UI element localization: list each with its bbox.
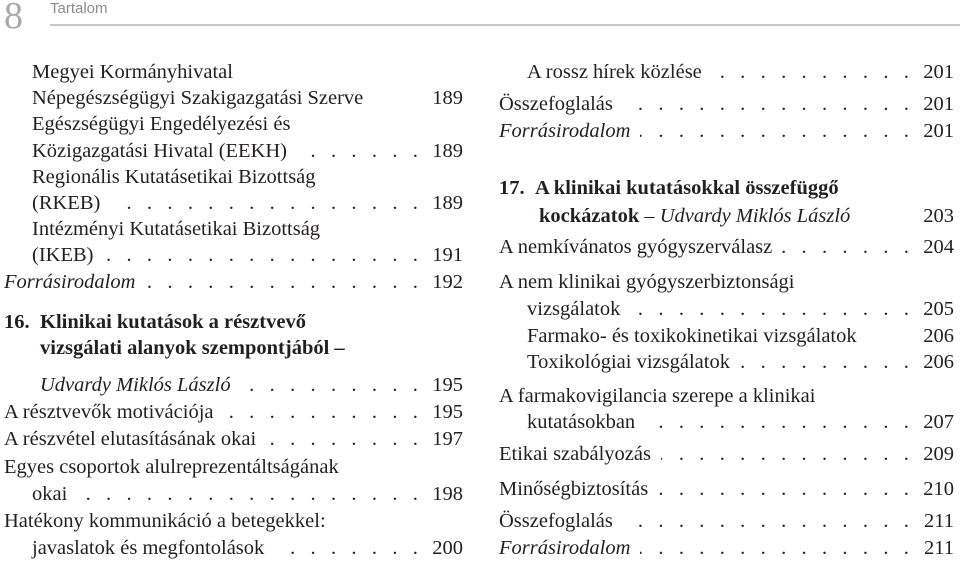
toc-line — [4, 455, 463, 479]
page-ref: 206 — [923, 325, 954, 347]
toc-entry[interactable] — [527, 60, 954, 84]
entry-text: Etikai szabályozás — [499, 443, 651, 465]
page-ref: 195 — [432, 401, 463, 423]
toc-entry[interactable] — [40, 373, 463, 397]
dot-leader — [145, 270, 423, 294]
dot-leader — [274, 536, 423, 560]
page-ref: 201 — [923, 120, 954, 142]
entry-text: vizsgálatok — [527, 298, 621, 320]
page-ref: 189 — [432, 87, 463, 109]
page-ref: 203 — [923, 205, 954, 227]
page-ref: 189 — [432, 192, 463, 214]
entry-text: A nem klinikai gyógyszerbiztonsági — [499, 271, 795, 293]
dot-leader — [224, 400, 424, 424]
entry-text: Forrásirodalom — [4, 271, 136, 293]
toc-line — [32, 60, 463, 84]
page-ref: 191 — [432, 244, 463, 266]
toc-entry[interactable] — [32, 139, 463, 163]
entry-text: Összefoglalás — [499, 93, 613, 115]
dot-leader — [241, 373, 423, 397]
dot-leader — [712, 60, 914, 84]
entry-text: A nemkívánatos gyógyszerválasz — [499, 236, 773, 258]
toc-entry[interactable] — [499, 509, 954, 533]
toc-entry[interactable] — [499, 477, 954, 501]
page-ref: 200 — [432, 537, 463, 559]
entry-text: Regionális Kutatásetikai Bizottság — [32, 166, 316, 188]
toc-entry[interactable] — [527, 324, 954, 348]
toc-entry[interactable] — [4, 270, 463, 294]
page-ref: 211 — [924, 510, 954, 532]
entry-text: Udvardy Miklós László — [659, 205, 851, 227]
toc-entry[interactable] — [32, 191, 463, 215]
toc-entry[interactable] — [4, 427, 463, 451]
dot-leader — [266, 427, 423, 451]
page-ref: 195 — [432, 374, 463, 396]
running-header: Tartalom — [50, 0, 108, 17]
entry-text: Toxikológiai vizsgálatok — [527, 351, 730, 373]
dot-leader — [103, 243, 423, 267]
dot-leader — [110, 191, 423, 215]
toc-line — [499, 270, 954, 294]
page-ref: 197 — [432, 428, 463, 450]
toc-entry[interactable] — [527, 410, 954, 434]
entry-text: Hatékony kommunikáció a betegekkel: — [4, 510, 326, 532]
chapter-title[interactable] — [4, 310, 463, 334]
entry-text: javaslatok és megfontolások — [32, 537, 265, 559]
page-ref: 189 — [432, 140, 463, 162]
entry-text: (RKEB) — [32, 192, 101, 214]
entry-text: A résztvevők motivációja — [4, 401, 214, 423]
page-ref: 201 — [923, 61, 954, 83]
entry-text: kockázatok — [539, 205, 640, 227]
dot-leader — [623, 92, 914, 116]
entry-text: Intézményi Kutatásetikai Bizottság — [32, 218, 321, 240]
toc-line — [499, 384, 954, 408]
entry-text: Udvardy Miklós László — [40, 374, 231, 396]
entry-text: Egyes csoportok alulreprezentáltságának — [4, 456, 339, 478]
entry-text: A klinikai kutatásokkal összefüggő — [535, 177, 839, 199]
page-ref: 209 — [923, 443, 954, 465]
page-number: 8 — [4, 0, 23, 37]
entry-text: Összefoglalás — [499, 510, 613, 532]
entry-text: 17. — [499, 177, 525, 199]
entry-text: vizsgálati alanyok szempontjából – — [40, 337, 345, 359]
dot-leader — [630, 297, 914, 321]
toc-line — [4, 509, 463, 533]
entry-text: Forrásirodalom — [499, 120, 631, 142]
entry-text: A részvétel elutasításának okai — [4, 428, 257, 450]
entry-text: Forrásirodalom — [499, 537, 631, 559]
entry-text: Megyei Kormányhivatal — [32, 61, 233, 83]
dot-leader — [297, 139, 423, 163]
toc-entry[interactable] — [499, 119, 954, 143]
dot-leader — [645, 410, 914, 434]
toc-line — [32, 112, 463, 136]
entry-text: Farmako- és toxikokinetikai vizsgálatok — [527, 325, 857, 347]
dot-leader — [658, 477, 914, 501]
page-ref: 192 — [432, 271, 463, 293]
entry-text: kutatásokban — [527, 411, 636, 433]
entry-text: A farmakovigilancia szerepe a klinikai — [499, 385, 816, 407]
toc-line — [32, 217, 463, 241]
toc-entry[interactable] — [527, 297, 954, 321]
page-ref: 211 — [924, 537, 954, 559]
page-ref: 204 — [923, 236, 954, 258]
entry-text: A rossz hírek közlése — [527, 61, 702, 83]
page-ref: 207 — [923, 411, 954, 433]
entry-text: Minőségbiztosítás — [499, 478, 649, 500]
page-ref: 201 — [923, 93, 954, 115]
entry-text: okai — [32, 483, 68, 505]
entry-text: Klinikai kutatások a résztvevő — [40, 311, 306, 333]
toc-entry[interactable] — [32, 243, 463, 267]
toc-entry[interactable] — [32, 86, 463, 110]
dot-leader — [782, 235, 914, 259]
dot-leader — [77, 482, 423, 506]
toc-entry[interactable] — [499, 442, 954, 466]
dot-leader — [640, 536, 914, 560]
entry-text: – — [644, 205, 655, 227]
toc-entry[interactable] — [527, 350, 954, 374]
entry-text: (IKEB) — [32, 244, 94, 266]
page-ref: 205 — [923, 298, 954, 320]
page-ref: 198 — [432, 483, 463, 505]
dot-leader — [640, 119, 914, 143]
entry-text: Egészségügyi Engedélyezési és — [32, 113, 291, 135]
toc-entry[interactable] — [539, 204, 954, 228]
toc-entry[interactable] — [499, 235, 954, 259]
entry-text: 16. — [4, 311, 30, 333]
toc-entry[interactable] — [499, 536, 954, 560]
chapter-title[interactable] — [499, 176, 954, 200]
chapter-title — [40, 336, 463, 360]
entry-text: Közigazgatási Hivatal (EEKH) — [32, 140, 288, 162]
dot-leader — [740, 350, 914, 374]
toc-line — [32, 165, 463, 189]
page-ref: 206 — [923, 351, 954, 373]
toc-entry[interactable] — [4, 400, 463, 424]
header-rule — [50, 24, 960, 26]
toc-entry[interactable] — [32, 536, 463, 560]
dot-leader — [623, 509, 914, 533]
toc-entry[interactable] — [32, 482, 463, 506]
page-ref: 210 — [923, 478, 954, 500]
toc-entry[interactable] — [499, 92, 954, 116]
entry-text: Népegészségügyi Szakigazgatási Szerve — [32, 87, 364, 109]
dot-leader — [661, 442, 914, 466]
